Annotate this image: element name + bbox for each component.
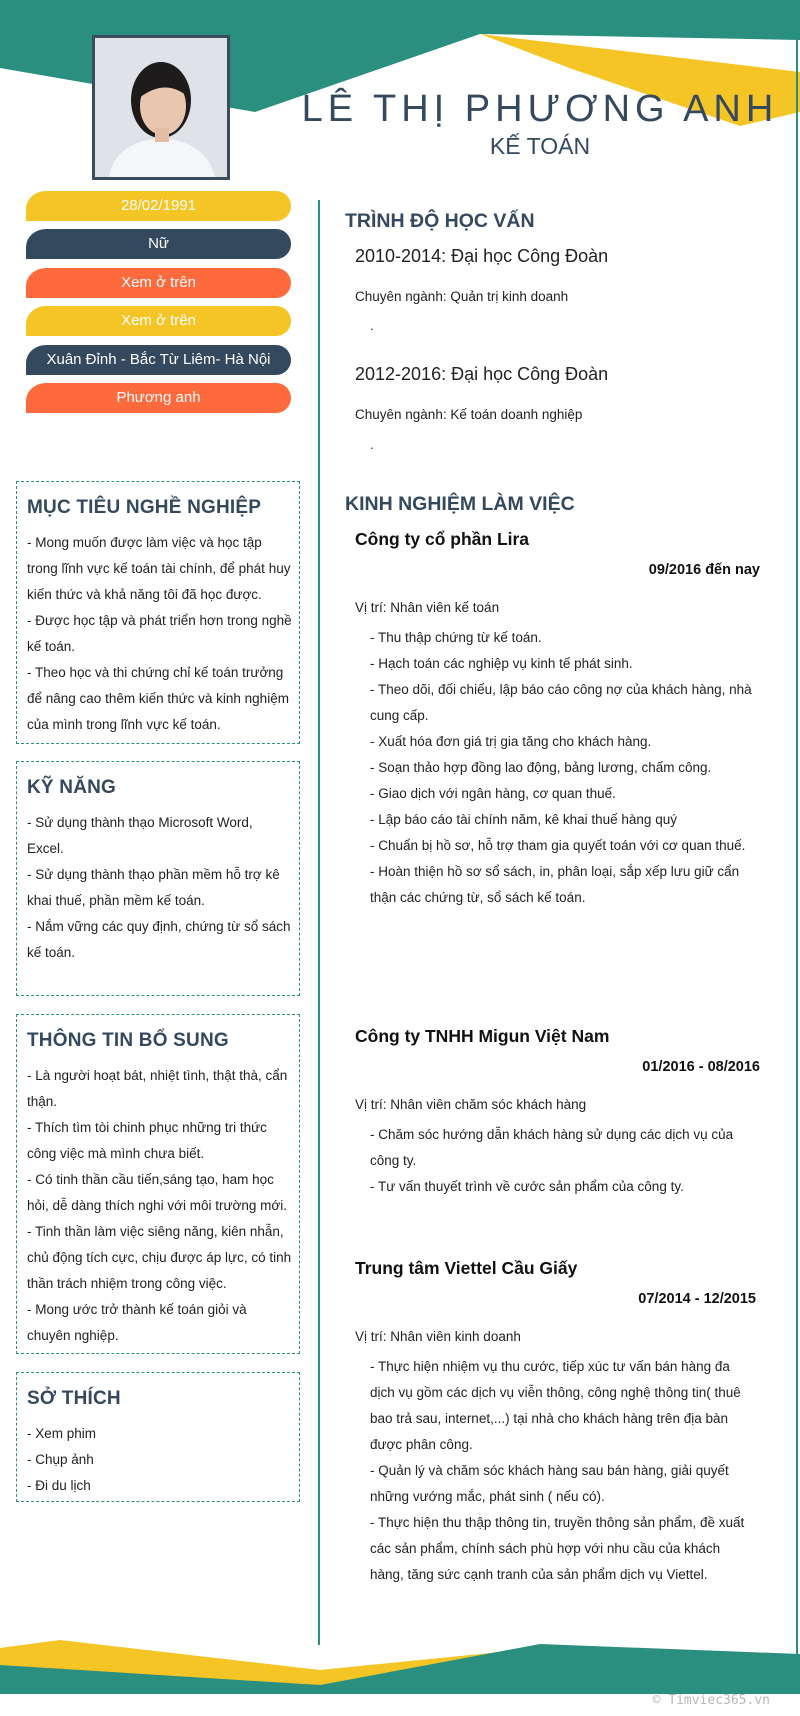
duty-line: cung cấp.: [370, 708, 429, 723]
watermark: © Timviec365.vn: [652, 1693, 770, 1708]
duty-line: - Hoàn thiện hồ sơ sổ sách, in, phân loại, sắp xếp lưu giữ cẩn: [370, 864, 740, 879]
skills-title: KỸ NĂNG: [27, 777, 117, 798]
company-name: Công ty cổ phần Lira: [355, 529, 530, 549]
hobby-item: - Xem phim: [27, 1426, 97, 1441]
job-position: Vị trí: Nhân viên chăm sóc khách hàng: [355, 1097, 587, 1112]
education-heading: 2012-2016: Đại học Công Đoàn: [355, 364, 609, 384]
duty-line: - Chuẩn bị hồ sơ, hỗ trợ tham gia quyết toán với cơ quan thuế.: [370, 838, 746, 853]
education-heading: 2010-2014: Đại học Công Đoàn: [355, 246, 609, 266]
duty-line: dịch vụ gồm các dịch vụ viễn thông, công nghệ thông tin( thuê: [370, 1385, 741, 1400]
duty-line: các sản phẩm, chính sách phù hợp với nhu cầu của khách: [370, 1541, 721, 1556]
job-title: KẾ TOÁN: [489, 133, 591, 159]
objective-line: kế toán.: [27, 639, 76, 654]
additional-line: chủ động tích cực, chịu được áp lực, có tinh: [27, 1250, 292, 1265]
duty-line: - Thu thập chứng từ kế toán.: [370, 630, 542, 645]
duty-line: - Thực hiện nhiệm vụ thu cước, tiếp xúc tư vấn bán hàng đa: [370, 1359, 730, 1374]
skills-section: [16, 761, 300, 996]
job-duties: [370, 1354, 770, 1588]
skills-line: khai thuế, phần mềm kế toán.: [27, 893, 205, 908]
duty-line: - Tư vấn thuyết trình về cước sản phẩm của công ty.: [370, 1179, 684, 1194]
hobbies-text: [27, 1421, 299, 1499]
duty-line: - Lập báo cáo tài chính năm, kê khai thuế hàng quý: [370, 812, 677, 827]
duty-line: - Thực hiện thu thập thông tin, truyền thông sản phẩm, đề xuất: [370, 1515, 745, 1530]
duty-line: - Xuất hóa đơn giá trị gia tăng cho khách hàng.: [370, 734, 652, 749]
duty-line: được phân công.: [370, 1437, 473, 1452]
objective-section: [16, 481, 300, 744]
address-field: Xuân Đỉnh - Bắc Từ Liêm- Hà Nội: [26, 345, 291, 375]
column-divider: [318, 200, 320, 1645]
job-period: 07/2014 - 12/2015: [638, 1291, 756, 1307]
birthdate-field: 28/02/1991: [26, 191, 291, 221]
objective-line: kiến thức và khả năng tôi đã học được.: [27, 587, 262, 602]
additional-line: - Là người hoạt bát, nhiệt tình, thật thà, cẩn: [27, 1068, 288, 1083]
objective-line: của mình trong lĩnh vực kế toán.: [27, 717, 221, 732]
duty-line: - Giao dịch với ngân hàng, cơ quan thuế.: [370, 786, 616, 801]
hobbies-section: [16, 1372, 300, 1502]
objective-line: - Được học tập và phát triển hơn trong nghề: [27, 613, 292, 628]
additional-line: công việc mà mình chưa biết.: [27, 1146, 205, 1161]
experience-title: KINH NGHIỆM LÀM VIỆC: [345, 493, 575, 515]
right-border: [796, 0, 798, 1700]
job-position: Vị trí: Nhân viên kinh doanh: [355, 1329, 521, 1344]
avatar: [92, 35, 230, 180]
additional-line: - Mong ước trở thành kế toán giỏi và: [27, 1302, 247, 1317]
email-field: Xem ở trên: [26, 306, 291, 336]
duty-line: những vướng mắc, phát sinh ( nếu có).: [370, 1489, 605, 1504]
skills-line: kế toán.: [27, 945, 76, 960]
footer-decoration: [0, 1640, 800, 1700]
skills-line: - Sử dụng thành thạo phần mềm hỗ trợ kê: [27, 867, 280, 882]
education-major: Chuyên ngành: Quản trị kinh doanh: [355, 289, 569, 304]
hobby-item: - Chụp ảnh: [27, 1452, 94, 1467]
hobbies-title: SỞ THÍCH: [27, 1388, 121, 1409]
job-duties: [370, 625, 770, 911]
hobby-item: - Đi du lịch: [27, 1478, 91, 1493]
duty-line: thận các chứng từ, sổ sách kế toán.: [370, 890, 586, 905]
additional-line: - Tinh thần làm việc siêng năng, kiên nhẫn,: [27, 1224, 284, 1239]
additional-info-title: THÔNG TIN BỔ SUNG: [27, 1030, 229, 1051]
duty-line: bao trả sau, internet,...) tại nhà cho khách hàng trên địa bàn: [370, 1411, 728, 1426]
skills-text: [27, 810, 299, 966]
additional-line: thần trách nhiệm trong công việc.: [27, 1276, 227, 1291]
social-field: Phương anh: [26, 383, 291, 413]
company-name: Trung tâm Viettel Cầu Giấy: [355, 1258, 578, 1278]
objective-line: để nâng cao thêm kiến thức và kinh nghiệm: [27, 691, 289, 706]
candidate-name: LÊ THỊ PHƯƠNG ANH: [301, 88, 779, 130]
duty-line: - Chăm sóc hướng dẫn khách hàng sử dụng các dịch vụ của: [370, 1127, 734, 1142]
gender-field: Nữ: [26, 229, 291, 259]
additional-line: - Có tinh thần cầu tiến,sáng tạo, ham học: [27, 1172, 274, 1187]
education-title: TRÌNH ĐỘ HỌC VẤN: [345, 210, 535, 232]
additional-line: - Thích tìm tòi chinh phục những tri thức: [27, 1120, 267, 1135]
education-major: Chuyên ngành: Kế toán doanh nghiệp: [355, 407, 583, 422]
objective-text: [27, 530, 299, 738]
duty-line: - Soạn thảo hợp đồng lao động, bảng lương, chấm công.: [370, 760, 712, 775]
objective-line: - Mong muốn được làm việc và học tập: [27, 535, 262, 550]
job-period: 09/2016 đến nay: [648, 562, 760, 578]
skills-line: - Nắm vững các quy định, chứng từ sổ sách: [27, 919, 291, 934]
phone-field: Xem ở trên: [26, 268, 291, 298]
duty-line: công ty.: [370, 1153, 417, 1168]
job-position: Vị trí: Nhân viên kế toán: [355, 600, 500, 615]
duty-line: - Quản lý và chăm sóc khách hàng sau bán hàng, giải quyết: [370, 1463, 729, 1478]
objective-line: - Theo học và thi chứng chỉ kế toán trưởng: [27, 665, 284, 680]
skills-line: Excel.: [27, 841, 64, 856]
job-duties: [370, 1122, 770, 1200]
additional-info-text: [27, 1063, 299, 1349]
additional-line: thận.: [27, 1094, 58, 1109]
education-note: .: [370, 437, 374, 452]
additional-line: hỏi, dễ dàng thích nghi với môi trường mới.: [27, 1198, 287, 1213]
additional-info-section: [16, 1014, 300, 1354]
duty-line: - Theo dõi, đối chiếu, lập báo cáo công nợ của khách hàng, nhà: [370, 682, 752, 697]
education-note: .: [370, 318, 374, 333]
duty-line: - Hạch toán các nghiệp vụ kinh tế phát sinh.: [370, 656, 633, 671]
skills-line: - Sử dụng thành thạo Microsoft Word,: [27, 815, 253, 830]
additional-line: chuyên nghiệp.: [27, 1328, 119, 1343]
objective-title: MỤC TIÊU NGHỀ NGHIỆP: [27, 497, 262, 518]
job-period: 01/2016 - 08/2016: [642, 1059, 760, 1075]
duty-line: hàng, tăng sức cạnh tranh của sản phẩm dịch vụ Viettel.: [370, 1567, 708, 1582]
objective-line: trong lĩnh vực kế toán tài chính, để phát huy: [27, 561, 291, 576]
company-name: Công ty TNHH Migun Việt Nam: [355, 1026, 610, 1046]
